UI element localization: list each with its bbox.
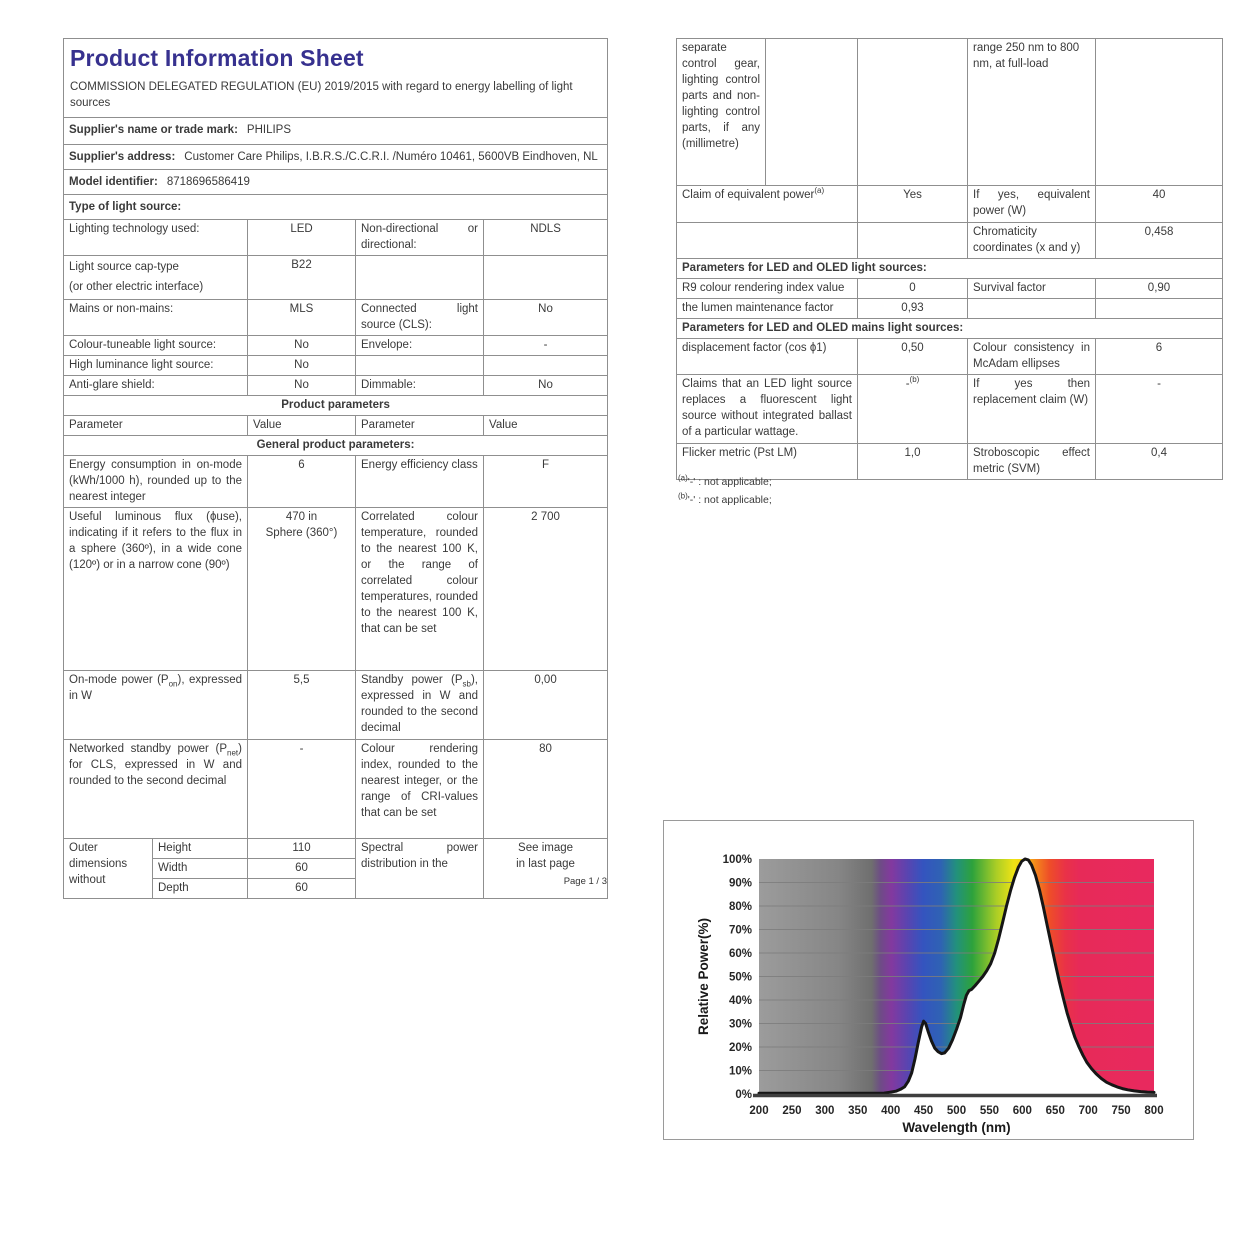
value-cell: See image in last page: [484, 839, 608, 899]
param-cell: [1096, 39, 1223, 186]
value-cell: 5,5: [248, 671, 356, 740]
y-tick-label: 40%: [728, 995, 752, 1007]
value-cell: 110: [248, 839, 356, 859]
field-cell: [64, 118, 608, 145]
table-row: [64, 256, 608, 300]
param-cell: Claim of equivalent power$^{(a)}$: [677, 186, 858, 223]
right-parameters-table: [676, 38, 1223, 480]
x-tick-label: 350: [848, 1105, 868, 1117]
param-cell: [858, 39, 968, 186]
value-cell: MLS: [248, 300, 356, 336]
param-cell: Width: [153, 859, 248, 879]
value-cell: 60: [248, 879, 356, 899]
field-value: 8718696586419: [166, 176, 250, 188]
y-tick-label: 60%: [728, 948, 752, 960]
value-cell: NDLS: [484, 220, 608, 256]
y-tick-label: 80%: [728, 901, 752, 913]
table-row: [64, 456, 608, 508]
table-row: [677, 186, 1223, 223]
value-cell: 470 in Sphere (360°): [248, 508, 356, 671]
param-cell: Non-directional or directional:: [356, 220, 484, 256]
section-header: General product parameters:: [64, 436, 608, 456]
table-row: [64, 300, 608, 336]
footnote-marker: (b): [678, 491, 688, 501]
field-label: Model identifier:: [69, 176, 158, 188]
field-row: [64, 170, 608, 195]
x-tick-label: 400: [881, 1105, 901, 1117]
table-row: [677, 279, 1223, 299]
field-label: Type of light source:: [69, 201, 182, 213]
value-cell: 6: [248, 456, 356, 508]
field-row: [64, 118, 608, 145]
param-cell: Colour-tuneable light source:: [64, 336, 248, 356]
param-cell: Energy efficiency class: [356, 456, 484, 508]
value-cell: F: [484, 456, 608, 508]
param-cell: Standby power $(P_{sb})$, expressed in W and rounded to the second decimal: [356, 671, 484, 740]
param-cell: Parameter: [64, 416, 248, 436]
table-row: [64, 396, 608, 416]
param-cell: range 250 nm to 800 nm, at full-load: [968, 39, 1096, 186]
y-tick-label: 70%: [728, 924, 752, 937]
value-cell: 0,4: [1096, 444, 1223, 480]
value-cell: No: [484, 376, 608, 396]
table-row: [64, 839, 608, 859]
value-cell: 0,93: [858, 299, 968, 319]
param-cell: Value: [248, 416, 356, 436]
param-cell: Anti-glare shield:: [64, 376, 248, 396]
y-tick-label: 20%: [728, 1042, 752, 1054]
y-axis-title: Relative Power(%): [696, 917, 711, 1036]
param-cell: [766, 39, 858, 186]
value-cell: No: [248, 376, 356, 396]
x-tick-label: 250: [782, 1105, 802, 1117]
value-cell: 80: [484, 740, 608, 839]
param-cell: Survival factor: [968, 279, 1096, 299]
value-cell: 6: [1096, 339, 1223, 375]
x-tick-label: 500: [946, 1105, 967, 1117]
section-header: Parameters for LED and OLED mains light sources:: [677, 319, 1223, 339]
table-row: [64, 220, 608, 256]
field-cell: [64, 195, 608, 220]
value-cell: 0,50: [858, 339, 968, 375]
param-cell: Parameter: [356, 416, 484, 436]
value-cell: -$^{(b)}$: [858, 375, 968, 444]
param-cell: Stroboscopic effect metric (SVM): [968, 444, 1096, 480]
param-cell: Outer dimensions without: [64, 839, 153, 899]
table-row: [64, 740, 608, 839]
table-row: [677, 223, 1223, 259]
y-tick-label: 30%: [728, 1018, 752, 1031]
section-header: Product parameters: [64, 396, 608, 416]
param-cell: Light source cap-type (or other electric interface): [64, 256, 248, 300]
param-cell: separate control gear, lighting control parts and non-lighting control parts, if any (millimetre): [677, 39, 766, 186]
x-tick-label: 450: [913, 1105, 934, 1117]
table-row: [677, 375, 1223, 444]
param-cell: Correlated colour temperature, rounded to the nearest 100 K, or the range of correlated colour temperatures, rounded to the nearest 100 K, that can be set: [356, 508, 484, 671]
y-tick-label: 50%: [728, 971, 752, 984]
param-cell: R9 colour rendering index value: [677, 279, 858, 299]
field-value: Customer Care Philips, I.B.R.S./C.C.R.I. /Numéro 10461, 5600VB Eindhoven, NL: [184, 151, 598, 163]
spd-chart-svg: [664, 821, 1191, 1137]
param-cell: [356, 256, 484, 300]
param-cell: Networked standby power $(P_{net})$ for CLS, expressed in W and rounded to the second decimal: [64, 740, 248, 839]
table-row: [677, 319, 1223, 339]
value-cell: 0,458: [1096, 223, 1223, 259]
value-cell: 2 700: [484, 508, 608, 671]
page-number: Page 1 / 3: [563, 876, 607, 887]
field-row: [64, 195, 608, 220]
param-cell: Spectral power distribution in the: [356, 839, 484, 899]
param-cell: [968, 299, 1096, 319]
title-cell: [64, 39, 608, 118]
x-tick-label: 550: [979, 1105, 1000, 1117]
product-info-sheet-right-column: [676, 38, 1223, 480]
value-cell: 0,00: [484, 671, 608, 740]
param-cell: Colour consistency in McAdam ellipses: [968, 339, 1096, 375]
table-row: [677, 39, 1223, 186]
value-cell: No: [484, 300, 608, 336]
param-cell: [484, 356, 608, 376]
param-cell: Chromaticity coordinates (x and y): [968, 223, 1096, 259]
section-header: Parameters for LED and OLED light sources:: [677, 259, 1223, 279]
param-cell: Useful luminous flux (ϕuse), indicating if it refers to the flux in a sphere (360º), in a wide cone (120º) or in a narrow cone (90º): [64, 508, 248, 671]
param-cell: [1096, 299, 1223, 319]
field-cell: [64, 145, 608, 170]
value-cell: 0,90: [1096, 279, 1223, 299]
x-tick-label: 750: [1111, 1105, 1131, 1117]
x-tick-label: 650: [1045, 1105, 1065, 1117]
field-label: Supplier's name or trade mark:: [69, 124, 238, 136]
value-cell: 0: [858, 279, 968, 299]
param-cell: Envelope:: [356, 336, 484, 356]
y-tick-label: 90%: [728, 877, 752, 890]
param-cell: High luminance light source:: [64, 356, 248, 376]
param-cell: Value: [484, 416, 608, 436]
param-cell: If yes, equivalent power (W): [968, 186, 1096, 223]
table-row: [677, 339, 1223, 375]
table-row: [677, 259, 1223, 279]
value-cell: No: [248, 356, 356, 376]
table-row: [64, 376, 608, 396]
param-cell: Claims that an LED light source replaces a fluorescent light source without integrated ballast of a particular wattage.: [677, 375, 858, 444]
param-cell: Flicker metric (Pst LM): [677, 444, 858, 480]
field-cell: [64, 170, 608, 195]
footnote: $^{(b)}$'-' : not applicable;: [678, 491, 772, 506]
value-cell: 1,0: [858, 444, 968, 480]
value-cell: -: [484, 336, 608, 356]
table-row: [677, 299, 1223, 319]
param-cell: Connected light source (CLS):: [356, 300, 484, 336]
y-tick-label: 0%: [735, 1089, 752, 1101]
x-tick-label: 800: [1144, 1105, 1164, 1117]
param-cell: Depth: [153, 879, 248, 899]
param-cell: On-mode power $(P_{on})$, expressed in W: [64, 671, 248, 740]
table-row: [64, 671, 608, 740]
x-axis-title: Wavelength (nm): [902, 1120, 1011, 1135]
field-row: [64, 145, 608, 170]
field-label: Supplier's address:: [69, 151, 176, 163]
table-row: [64, 356, 608, 376]
footnote: $^{(a)}$'-' : not applicable;: [678, 473, 772, 488]
param-cell: If yes then replacement claim (W): [968, 375, 1096, 444]
x-tick-label: 200: [749, 1105, 769, 1117]
page-title: Product Information Sheet: [70, 45, 364, 71]
param-cell: displacement factor (cos ϕ1): [677, 339, 858, 375]
value-cell: Yes: [858, 186, 968, 223]
left-parameters-table: [63, 38, 608, 899]
param-cell: [858, 223, 968, 259]
param-cell: Dimmable:: [356, 376, 484, 396]
param-cell: Energy consumption in on-mode (kWh/1000 h), rounded up to the nearest integer: [64, 456, 248, 508]
footnotes: [678, 473, 772, 509]
value-cell: No: [248, 336, 356, 356]
footnote-marker: (a): [678, 473, 688, 483]
param-cell: [677, 223, 858, 259]
value-cell: -: [248, 740, 356, 839]
spectral-power-distribution-chart: [663, 820, 1194, 1140]
param-cell: Colour rendering index, rounded to the nearest integer, or the range of CRI-values that can be set: [356, 740, 484, 839]
param-cell: Height: [153, 839, 248, 859]
title-row: [64, 39, 608, 118]
param-cell: [484, 256, 608, 300]
product-info-sheet-left-column: [63, 38, 608, 899]
x-tick-label: 300: [815, 1105, 835, 1117]
param-cell: the lumen maintenance factor: [677, 299, 858, 319]
value-cell: -: [1096, 375, 1223, 444]
value-cell: LED: [248, 220, 356, 256]
table-row: [64, 508, 608, 671]
param-cell: [356, 356, 484, 376]
x-tick-label: 700: [1078, 1105, 1098, 1117]
param-cell: Mains or non-mains:: [64, 300, 248, 336]
x-tick-label: 600: [1012, 1105, 1032, 1117]
regulation-subtitle: COMMISSION DELEGATED REGULATION (EU) 2019/2015 with regard to energy labelling of light sources: [70, 81, 573, 109]
table-row: [64, 416, 608, 436]
value-cell: B22: [248, 256, 356, 300]
field-value: PHILIPS: [246, 124, 292, 136]
y-tick-label: 10%: [728, 1065, 752, 1078]
y-tick-label: 100%: [722, 854, 752, 866]
value-cell: 40: [1096, 186, 1223, 223]
param-cell: Lighting technology used:: [64, 220, 248, 256]
table-row: [64, 436, 608, 456]
value-cell: 60: [248, 859, 356, 879]
table-row: [64, 336, 608, 356]
